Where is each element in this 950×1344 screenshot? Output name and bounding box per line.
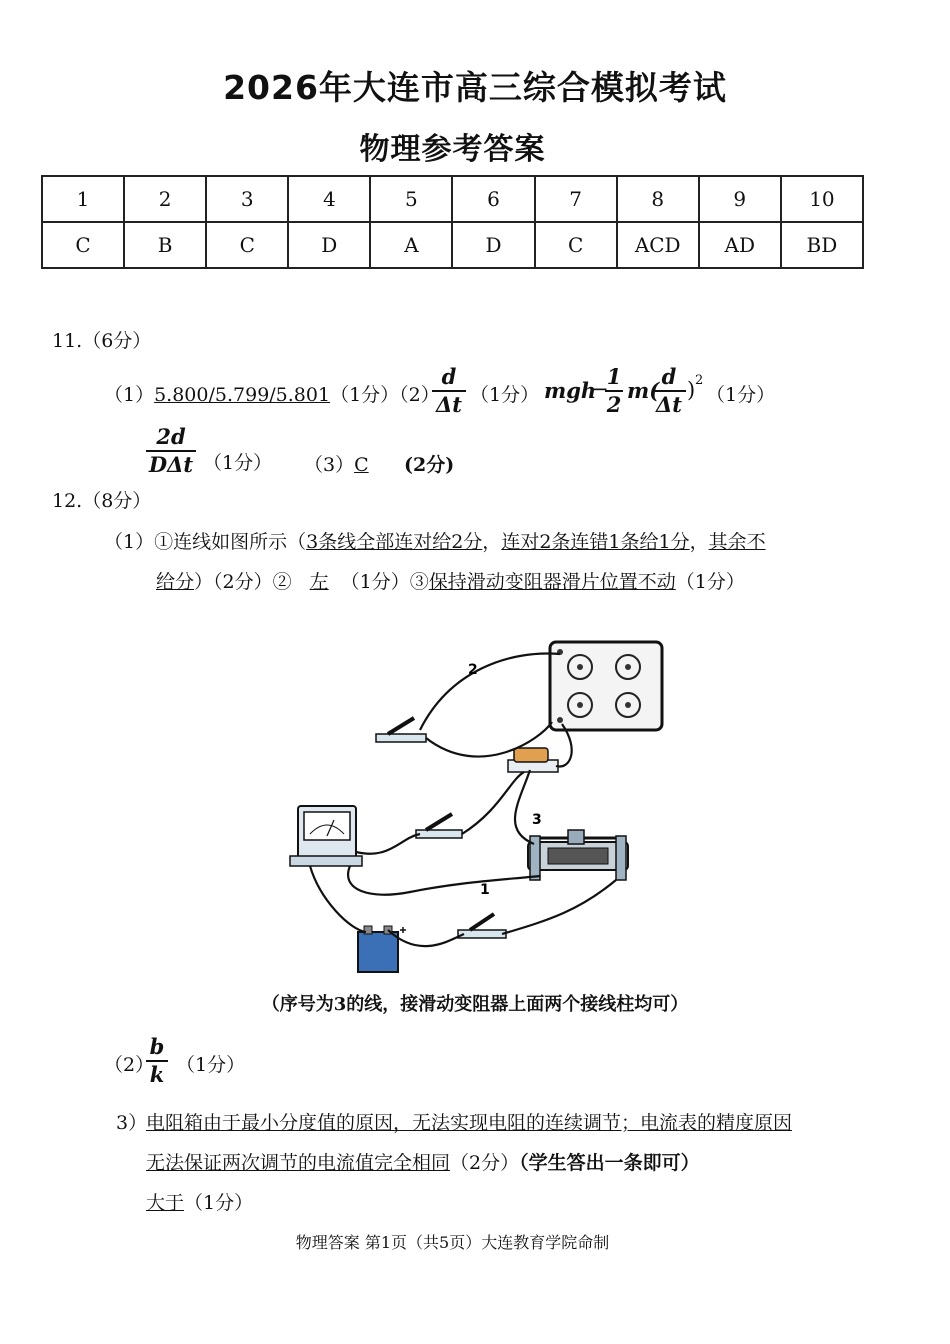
fraction-numerator: 1: [606, 364, 622, 389]
question-number: 3: [206, 176, 288, 222]
q12-comparison-score: （1分）: [184, 1192, 254, 1214]
answer-cell: BD: [781, 222, 863, 268]
q12-part1-label: （1）: [104, 531, 155, 553]
circuit-diagram: [280, 630, 680, 980]
q11-part1: [104, 380, 440, 407]
q12-scoring-rule: 给分: [156, 571, 195, 593]
expr-mgh: mgh: [544, 378, 597, 403]
question-number: 5: [370, 176, 452, 222]
question-number: 2: [124, 176, 206, 222]
q12-part3-answer: 无法保证两次调节的电流值完全相同: [146, 1152, 451, 1174]
q12-part3-line2: [146, 1148, 700, 1175]
fraction-denominator: Δt: [436, 392, 462, 417]
ammeter: [290, 806, 362, 866]
answer-table-numbers-row: [42, 176, 863, 222]
question-number: 10: [781, 176, 863, 222]
question-number: 8: [617, 176, 699, 222]
q12-part2-label: （2）: [104, 1054, 155, 1076]
answer-cell: B: [124, 222, 206, 268]
q11-fraction-d-dt: [432, 364, 466, 418]
q12-scoring-rule: 连对2条连错1条给1分: [501, 531, 690, 553]
answer-key-title: 物理参考答案: [359, 132, 546, 167]
expr-m: m(: [627, 378, 660, 403]
q11-part2-score: （1分）: [470, 384, 540, 406]
q12-part1-line2: [156, 567, 745, 594]
q12-part3-line1: 电阻箱由于最小分度值的原因，无法实现电阻的连续调节；电流表的精度原因: [146, 1112, 793, 1134]
q11-part2-label: （2）: [399, 384, 440, 406]
wire-label-2: 2: [468, 662, 478, 678]
fraction-numerator: 2d: [156, 424, 186, 449]
q12-fraction-b-k: [146, 1034, 168, 1088]
question-number: 6: [452, 176, 534, 222]
answer-cell: AD: [699, 222, 781, 268]
q11-frac3-score: （1分）: [203, 452, 273, 474]
fraction-one-half: [605, 364, 623, 418]
q12-step-answer: 保持滑动变阻器滑片位置不动: [428, 571, 676, 593]
q12-part3-label: 3）: [116, 1112, 148, 1134]
fraction-denominator: Δt: [656, 392, 682, 417]
answer-cell: A: [370, 222, 452, 268]
answer-cell: D: [288, 222, 370, 268]
q12-scoring-rule: 其余不: [708, 531, 766, 553]
q11-part3: [304, 450, 369, 477]
q12-text: （1分）③: [340, 571, 429, 593]
expr-minus: −: [591, 377, 609, 401]
q11-part3-answer: C: [354, 454, 369, 476]
fraction-numerator: b: [149, 1034, 165, 1059]
q11-part1-label: （1）: [104, 384, 155, 406]
q11-part1-score: （1分）: [330, 384, 400, 406]
question-number: 7: [535, 176, 617, 222]
exam-title: 2026年大连市高三综合模拟考试: [223, 68, 727, 107]
resistor-block: [508, 748, 558, 772]
q12-scoring-rule: 3条线全部连对给2分: [306, 531, 483, 553]
answer-cell: C: [206, 222, 288, 268]
wire-label-1: 1: [480, 882, 490, 898]
question-number: 9: [699, 176, 781, 222]
q12-heading: 12.（8分）: [52, 490, 152, 512]
fraction-denominator: DΔt: [148, 452, 194, 477]
answer-table-answers-row: [42, 222, 863, 268]
answer-cell: D: [452, 222, 534, 268]
q11-part1-answer: 5.800/5.799/5.801: [154, 384, 331, 406]
fraction-numerator: d: [441, 364, 457, 389]
q11-part3-label: （3）: [304, 454, 355, 476]
q12-part1-line1: [104, 527, 766, 554]
answer-table: [41, 175, 864, 269]
question-number: 4: [288, 176, 370, 222]
page-footer: 物理答案 第1页（共5页）大连教育学院命制: [295, 1233, 610, 1252]
q12-comparison-answer: 大于: [146, 1192, 185, 1214]
resistance-box: [550, 642, 662, 730]
expr-square: 2: [695, 373, 704, 388]
fraction-denominator: k: [149, 1062, 165, 1087]
q12-text: ，: [689, 531, 709, 553]
fraction-numerator: d: [661, 364, 677, 389]
answer-cell: C: [42, 222, 124, 268]
q12-part3-score: （2分）: [450, 1152, 520, 1174]
q11-heading: 11.（6分）: [52, 330, 152, 352]
q12-text: （1分）: [675, 571, 745, 593]
q11-part3-score: (2分): [404, 454, 455, 476]
switch-middle: [416, 814, 462, 838]
q12-text: ，: [482, 531, 502, 553]
answer-cell: C: [535, 222, 617, 268]
diagram-caption: （序号为3的线，接滑动变阻器上面两个接线柱均可）: [261, 994, 689, 1015]
q12-part3-note: （学生答出一条即可）: [519, 1152, 700, 1174]
q12-blank-answer: 左: [309, 571, 329, 593]
q11-fraction-d-dt-squared: [652, 364, 686, 418]
q11-expr-score: （1分）: [706, 384, 776, 406]
q12-text: ①连线如图所示（: [154, 531, 307, 553]
answer-cell: ACD: [617, 222, 699, 268]
switch-bottom: [458, 914, 506, 938]
q12-part2-score: （1分）: [176, 1054, 246, 1076]
wire-label-3: 3: [532, 812, 542, 828]
q12-part3-answer2: [146, 1188, 253, 1215]
fraction-denominator: 2: [606, 392, 622, 417]
question-number: 1: [42, 176, 124, 222]
expr-close-paren: ): [687, 378, 696, 402]
q11-fraction-2d-ddt: [146, 424, 196, 478]
switch-top: [376, 718, 426, 742]
q12-text: ）（2分）②: [194, 571, 298, 593]
rheostat: [528, 830, 628, 880]
